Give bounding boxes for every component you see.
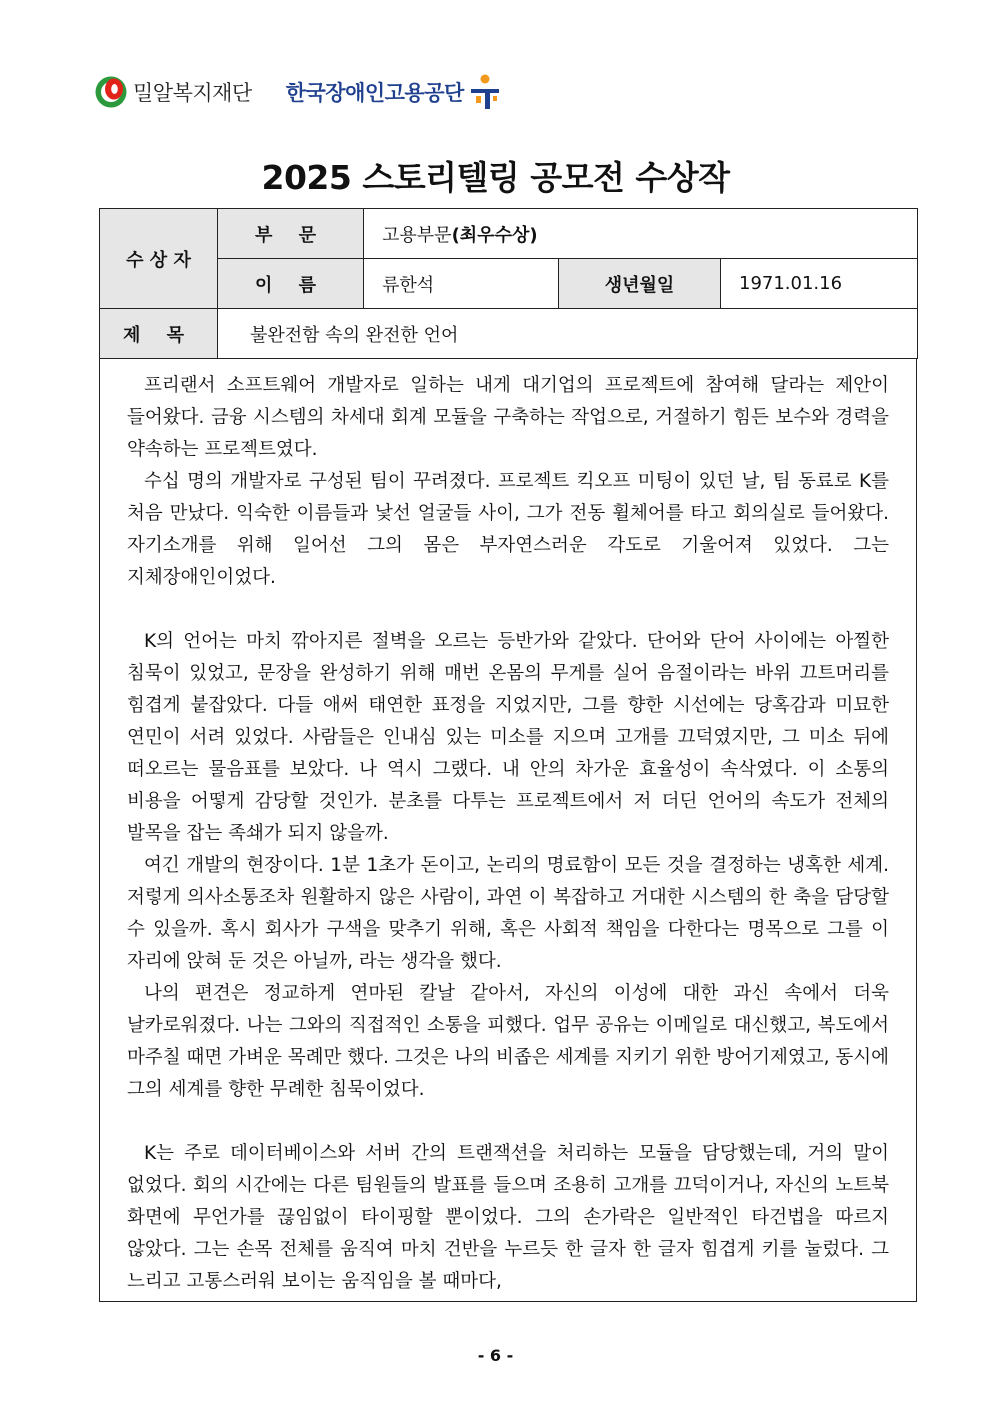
kead-logo-icon	[466, 72, 504, 112]
kead-logo-text: 한국장애인고용공단	[285, 81, 464, 105]
birth-label-cell	[559, 259, 721, 309]
paragraph: K는 주로 데이터베이스와 서버 간의 트랜잭션을 처리하는 모듈을 담당했는데, 거의 말이 없었다. 회의 시간에는 다른 팀원들의 발표를 들으며 조용히 고개를 끄덕이거나, 자신의 노트북 화면에 무언가를 끊임없이 타이핑할 뿐이었다. 그의 손가락은 일반적인 타건법을 따르지 않았다. 그는 손목 전체를 움직여 마치 건반을 누르듯 한 글자 한 글자 힘겹게 키를 눌렀다. 그 느리고 고통스러워 보이는 움직임을 볼 때마다,	[127, 1143, 889, 1292]
name-label-cell	[218, 259, 364, 309]
birth-value: 1971.01.16	[739, 273, 843, 294]
name-label: 이 름	[254, 274, 327, 296]
name-value-cell	[364, 259, 559, 309]
milal-logo-text: 밀알복지재단	[133, 81, 252, 105]
paragraph: 여긴 개발의 현장이다. 1분 1초가 돈이고, 논리의 명료함이 모든 것을 결정하는 냉혹한 세계. 저렇게 의사소통조차 원활하지 않은 사람이, 과연 이 복잡하고 거대한 시스템의 한 축을 담당할 수 있을까. 혹시 회사가 구색을 맞추기 위해, 혹은 사회적 책임을 다한다는 명목으로 그를 이 자리에 앉혀 둔 것은 아닐까, 라는 생각을 했다.	[127, 855, 889, 972]
category-label: 부 문	[254, 224, 327, 246]
category-label-cell	[218, 209, 364, 259]
story-body	[99, 359, 917, 1302]
subject-label-cell	[100, 309, 218, 359]
subject-value: 불완전함 속의 완전한 언어	[250, 324, 459, 346]
milal-logo	[94, 75, 252, 109]
category-value-cell	[364, 209, 918, 259]
header-logos	[94, 70, 504, 114]
category-value: 고용부문	[382, 224, 452, 246]
subject-value-cell	[218, 309, 918, 359]
paragraph: K의 언어는 마치 깎아지른 절벽을 오르는 등반가와 같았다. 단어와 단어 사이에는 아찔한 침묵이 있었고, 문장을 완성하기 위해 매번 온몸의 무게를 실어 음절이라는 바위 끄트머리를 힘겹게 붙잡았다. 다들 애써 태연한 표정을 지었지만, 그를 향한 시선에는 당혹감과 미묘한 연민이 서려 있었다. 사람들은 인내심 있는 미소를 지으며 고개를 끄덕였지만, 그 미소 뒤에 떠오르는 물음표를 보았다. 나 역시 그랬다. 내 안의 차가운 효율성이 속삭였다. 이 소통의 비용을 어떻게 감당할 것인가. 분초를 다투는 프로젝트에서 저 더딘 언어의 속도가 전체의 발목을 잡는 족쇄가 되지 않을까.	[127, 631, 889, 844]
award-info-table	[99, 208, 918, 359]
paragraph: 프리랜서 소프트웨어 개발자로 일하는 내게 대기업의 프로젝트에 참여해 달라는 제안이 들어왔다. 금융 시스템의 차세대 회계 모듈을 구축하는 작업으로, 거절하기 힘든 보수와 경력을 약속하는 프로젝트였다.	[127, 375, 889, 460]
kead-logo	[286, 72, 504, 112]
birth-value-cell	[721, 259, 918, 309]
story-text	[127, 370, 889, 1298]
page-number: - 6 -	[477, 1346, 514, 1365]
award-rank: (최우수상)	[451, 224, 538, 246]
page-title: 2025 스토리텔링 공모전 수상작	[261, 158, 730, 197]
birth-label: 생년월일	[604, 274, 675, 296]
paragraph: 나의 편견은 정교하게 연마된 칼날 같아서, 자신의 이성에 대한 과신 속에서 더욱 날카로워졌다. 나는 그와의 직접적인 소통을 피했다. 업무 공유는 이메일로 대신했고, 복도에서 마주칠 때면 가벼운 목례만 했다. 그것은 나의 비좁은 세계를 지키기 위한 방어기제였고, 동시에 그의 세계를 향한 무례한 침묵이었다.	[127, 983, 889, 1100]
winner-label-cell	[100, 209, 218, 309]
milal-logo-icon	[94, 75, 128, 109]
name-value: 류한석	[382, 274, 435, 296]
subject-label: 제 목	[122, 324, 195, 346]
paragraph: 수십 명의 개발자로 구성된 팀이 꾸려졌다. 프로젝트 킥오프 미팅이 있던 날, 팀 동료로 K를 처음 만났다. 익숙한 이름들과 낯선 얼굴들 사이, 그가 전동 휠체어를 타고 회의실로 들어왔다. 자기소개를 위해 일어선 그의 몸은 부자연스러운 각도로 기울어져 있었다. 그는 지체장애인이었다.	[127, 471, 889, 588]
winner-label: 수 상 자	[126, 249, 191, 271]
